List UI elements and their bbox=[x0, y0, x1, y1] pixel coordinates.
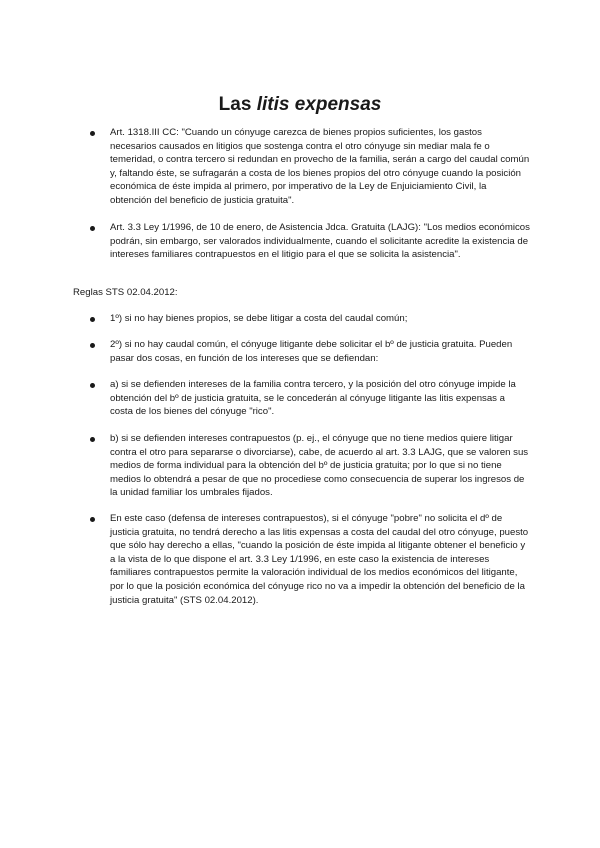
bullet-icon bbox=[90, 317, 95, 322]
rules-heading: Reglas STS 02.04.2012: bbox=[73, 287, 178, 298]
bullet-icon bbox=[90, 343, 95, 348]
bullet-icon bbox=[90, 383, 95, 388]
list-item-text: a) si se defienden intereses de la familia contra tercero, y la posición del otro cónyuge impide la obtención del bº de justicia gratuita, se le concederán al cónyuge litigante las litis expensas a costa de los bienes del cónyuge "rico". bbox=[110, 379, 516, 418]
list-item-rule-note bbox=[110, 512, 530, 607]
list-item-rule-b bbox=[110, 432, 530, 500]
list-item-art-1318 bbox=[110, 126, 530, 208]
list-item-text: b) si se defienden intereses contrapuestos (p. ej., el cónyuge que no tiene medios quiere litigar contra el otro para separarse o divorciarse), cabe, de acuerdo al art. 3.3 LAJG, que se valoren sus medios de forma individual para la obtención del bº de justicia gratuita; por lo que si no tiene medios lo obtendrá a pesar de que no procediese como consecuencia de superar los ingresos de la unidad familiar los umbrales fijados. bbox=[110, 433, 529, 499]
list-item-text: 2º) si no hay caudal común, el cónyuge litigante debe solicitar el bº de justicia gratuita. Pueden pasar dos cosas, en función de los intereses que se defiendan: bbox=[110, 339, 513, 364]
list-item-text: 1º) si no hay bienes propios, se debe litigar a costa del caudal común; bbox=[110, 313, 408, 324]
list-item-text: Art. 1318.III CC: "Cuando un cónyuge carezca de bienes propios suficientes, los gastos necesarios causados en litigios que sostenga contra el otro cónyuge sin mediar mala fe o temeridad, o contra tercero si redundan en provecho de la familia, serán a cargo del caudal común y, faltando éste, se sufragarán a costa de los bienes propios del otro cónyuge cuando la posición económica de éste impida al primero, por imperativo de la Ley de Enjuiciamiento Civil, la obtención del beneficio de justicia gratuita". bbox=[110, 127, 530, 206]
bullet-icon bbox=[90, 517, 95, 522]
list-item-rule-a bbox=[110, 378, 530, 419]
title-italic: litis expensas bbox=[256, 94, 382, 115]
list-item-rule-2 bbox=[110, 338, 530, 365]
list-item-rule-1 bbox=[110, 312, 530, 326]
page-title bbox=[0, 93, 600, 117]
list-item-art-3-3-lajg bbox=[110, 221, 530, 262]
bullet-icon bbox=[90, 131, 95, 136]
bullet-icon bbox=[90, 437, 95, 442]
list-item-text: En este caso (defensa de intereses contrapuestos), si el cónyuge "pobre" no solicita el dº de justicia gratuita, no tendrá derecho a las litis expensas a costa del caudal del otro cónyuge, puesto que sólo hay derecho a ellas, "cuando la posición de éste impida al litigante obtener el beneficio y a la vista de lo que dispone el art. 3.3 Ley 1/1996, en este caso la existencia de intereses familiares contrapuestos permite la valoración individual de los medios económicos del litigante, por lo que la posición económica del cónyuge rico no va a impedir la obtención del beneficio de la justicia gratuita" (STS 02.04.2012). bbox=[110, 513, 529, 606]
bullet-icon bbox=[90, 226, 95, 231]
list-item-text: Art. 3.3 Ley 1/1996, de 10 de enero, de Asistencia Jdca. Gratuita (LAJG): "Los medios económicos podrán, sin embargo, ser valorados individualmente, cuando el solicitante acredite la existencia de intereses familiares contrapuestos en el litigio para el que se solicita la asistencia". bbox=[110, 222, 530, 261]
title-prefix: Las bbox=[218, 94, 257, 115]
